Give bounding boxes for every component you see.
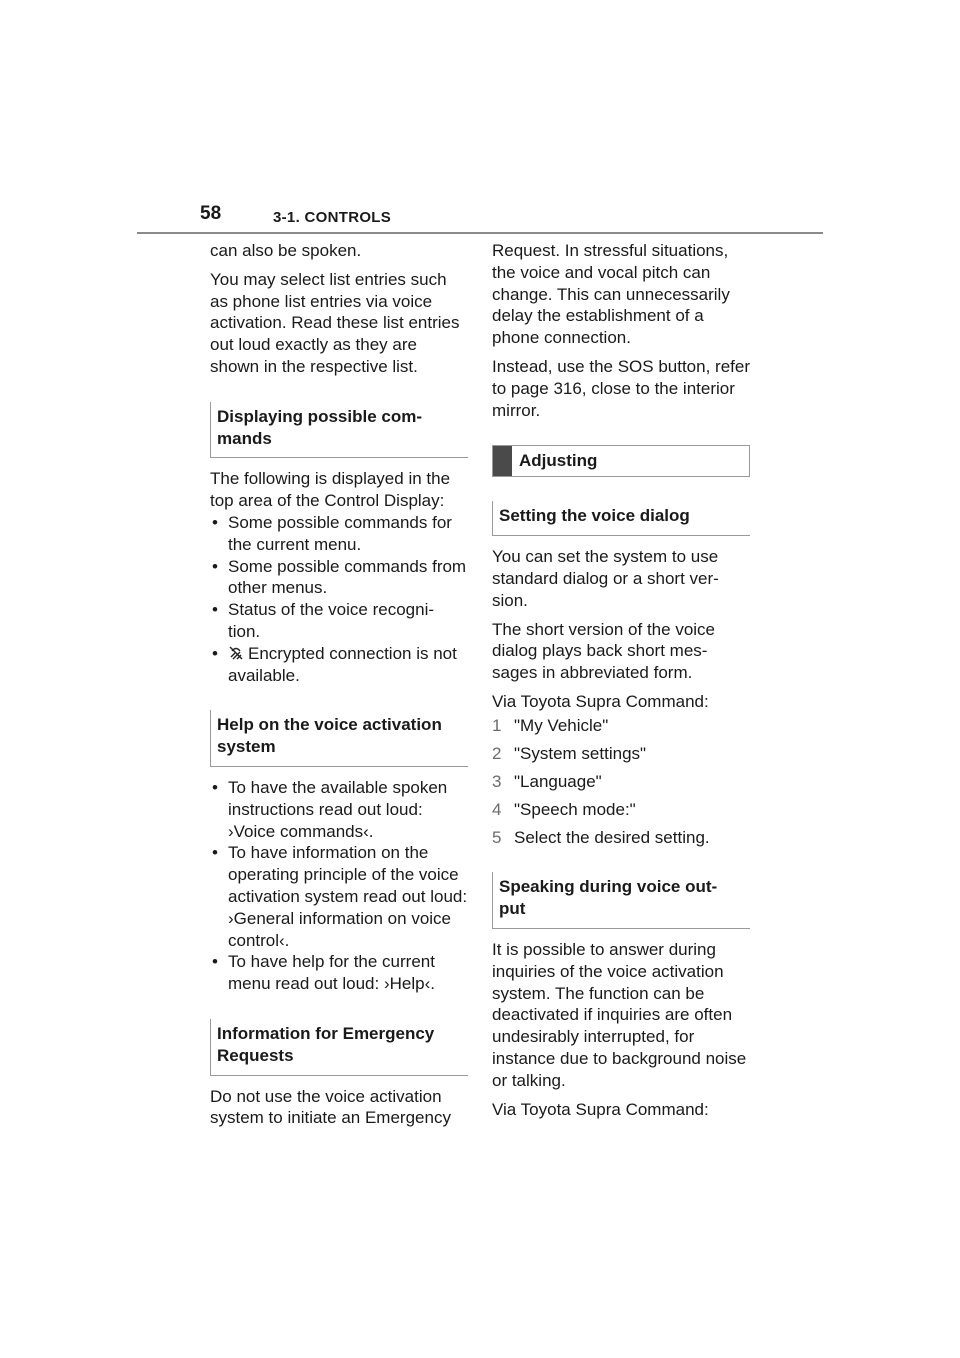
list-item: • To have the available spoken instructions read out loud: ›Voice commands‹. (210, 777, 468, 842)
sos-paragraph: Instead, use the SOS button, refer to page 316, close to the interior mirror. (492, 356, 750, 420)
list-item: 1 "My Vehicle" (492, 715, 609, 735)
list-item: 5 Select the desired setting. (492, 827, 710, 847)
displaying-commands-heading: Displaying possible com- mands (210, 402, 468, 459)
displaying-list (210, 512, 468, 686)
help-voice-heading: Help on the voice activation system (210, 710, 468, 767)
voice-dialog-p1: You can set the system to use standard dialog or a short ver- sion. (492, 547, 719, 610)
header-rule (137, 232, 823, 234)
list-item (210, 643, 468, 687)
right-column (492, 240, 750, 1127)
voice-dialog-steps (492, 715, 750, 849)
emergency-continued: Request. In stressful situations, the voice and vocal pitch can change. This can unnecessarily delay the establishment of a phone connection. (492, 241, 730, 348)
adjusting-section-heading (492, 445, 750, 477)
speaking-heading: Speaking during voice out- put (492, 872, 750, 929)
list-item: 4 "Speech mode:" (492, 799, 636, 819)
page-number: 58 (200, 203, 222, 224)
list-item: • Some possible commands for the current menu. (210, 512, 468, 556)
speaking-p2: Via Toyota Supra Command: (492, 1099, 709, 1119)
speaking-p1: It is possible to answer during inquiries of the voice activation system. The function can be deactivated if inquiries are often undesirably interrupted, for instance due to background noise or talking. (492, 940, 747, 1090)
list-item: • Some possible commands from other menus. (210, 556, 468, 600)
emergency-text: Do not use the voice activation system to initiate an Emergency (210, 1086, 451, 1128)
list-item: • To have information on the operating principle of the voice activation system read out loud: ›General information on voice control‹. (210, 842, 468, 951)
left-column (210, 240, 468, 1136)
select-list-paragraph: You may select list entries such as phone list entries via voice activation. Read these list entries out loud exactly as they are shown in the respective list. (210, 269, 460, 376)
voice-dialog-heading: Setting the voice dialog (492, 501, 750, 536)
adjusting-label: Adjusting (519, 451, 598, 471)
voice-dialog-p2: The short version of the voice dialog plays back short mes- sages in abbreviated form. (492, 619, 716, 683)
chapter-title: 3-1. CONTROLS (273, 209, 392, 226)
encrypted-connection-text: Encrypted connection is not available. (228, 643, 457, 685)
encrypted-connection-icon (228, 645, 244, 661)
emergency-heading: Information for Emergency Requests (210, 1019, 468, 1076)
displaying-text: The following is displayed in the top area of the Control Display: (210, 469, 451, 511)
list-item: • To have help for the current menu read out loud: ›Help‹. (210, 951, 468, 995)
list-item: • Status of the voice recogni- tion. (210, 599, 468, 643)
intro-text: can also be spoken. (210, 241, 362, 260)
voice-dialog-p3: Via Toyota Supra Command: (492, 691, 709, 711)
list-item: 2 "System settings" (492, 743, 647, 763)
list-item: 3 "Language" (492, 771, 602, 791)
section-marker (493, 446, 512, 476)
help-list (210, 777, 468, 995)
